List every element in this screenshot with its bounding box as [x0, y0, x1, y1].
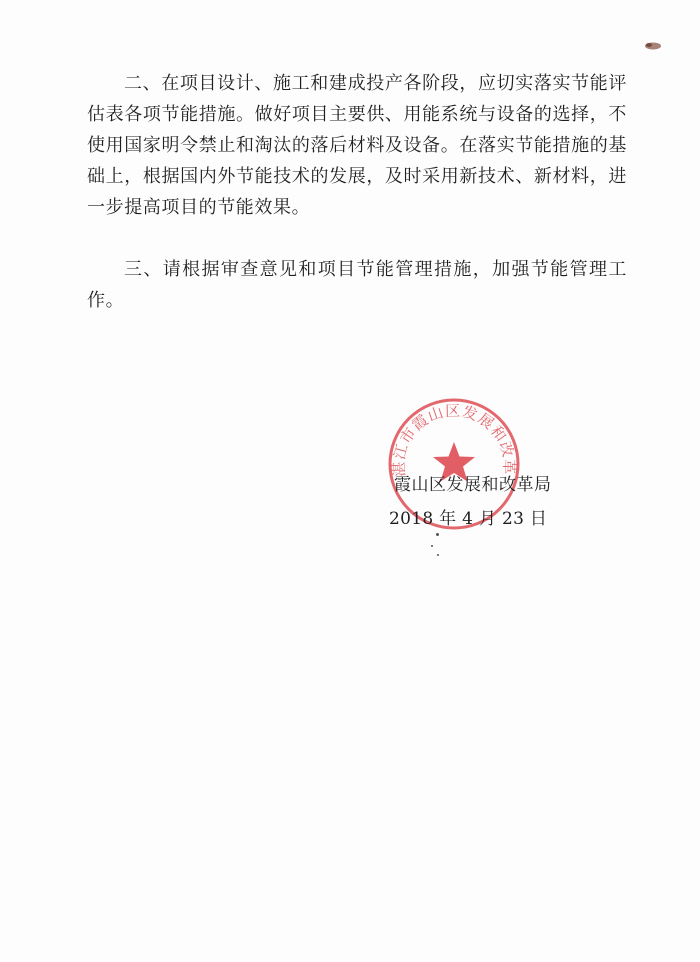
seal-text: 湛江市霞山区发展和改革: [389, 401, 519, 478]
signature-date: 2018 年 4 月 23 日: [389, 509, 548, 529]
ink-smudge: [644, 36, 662, 46]
scan-speck: [436, 533, 439, 536]
scan-speck: [437, 554, 439, 556]
scan-speck: [431, 545, 433, 547]
paragraph-3: 三、请根据审查意见和项目节能管理措施，加强节能管理工作。: [87, 259, 627, 311]
signature-organization: 霞山区发展和改革局: [394, 475, 552, 495]
paragraph-2: 二、在项目设计、施工和建成投产各阶段，应切实落实节能评估表各项节能措施。做好项目主要供、用能系统与设备的选择，不使用国家明令禁止和淘汰的落后材料及设备。在落实节能措施的基础上，根据国内外节能技术的发展，及时采用新技术、新材料，进一步提高项目的节能效果。: [87, 73, 627, 218]
